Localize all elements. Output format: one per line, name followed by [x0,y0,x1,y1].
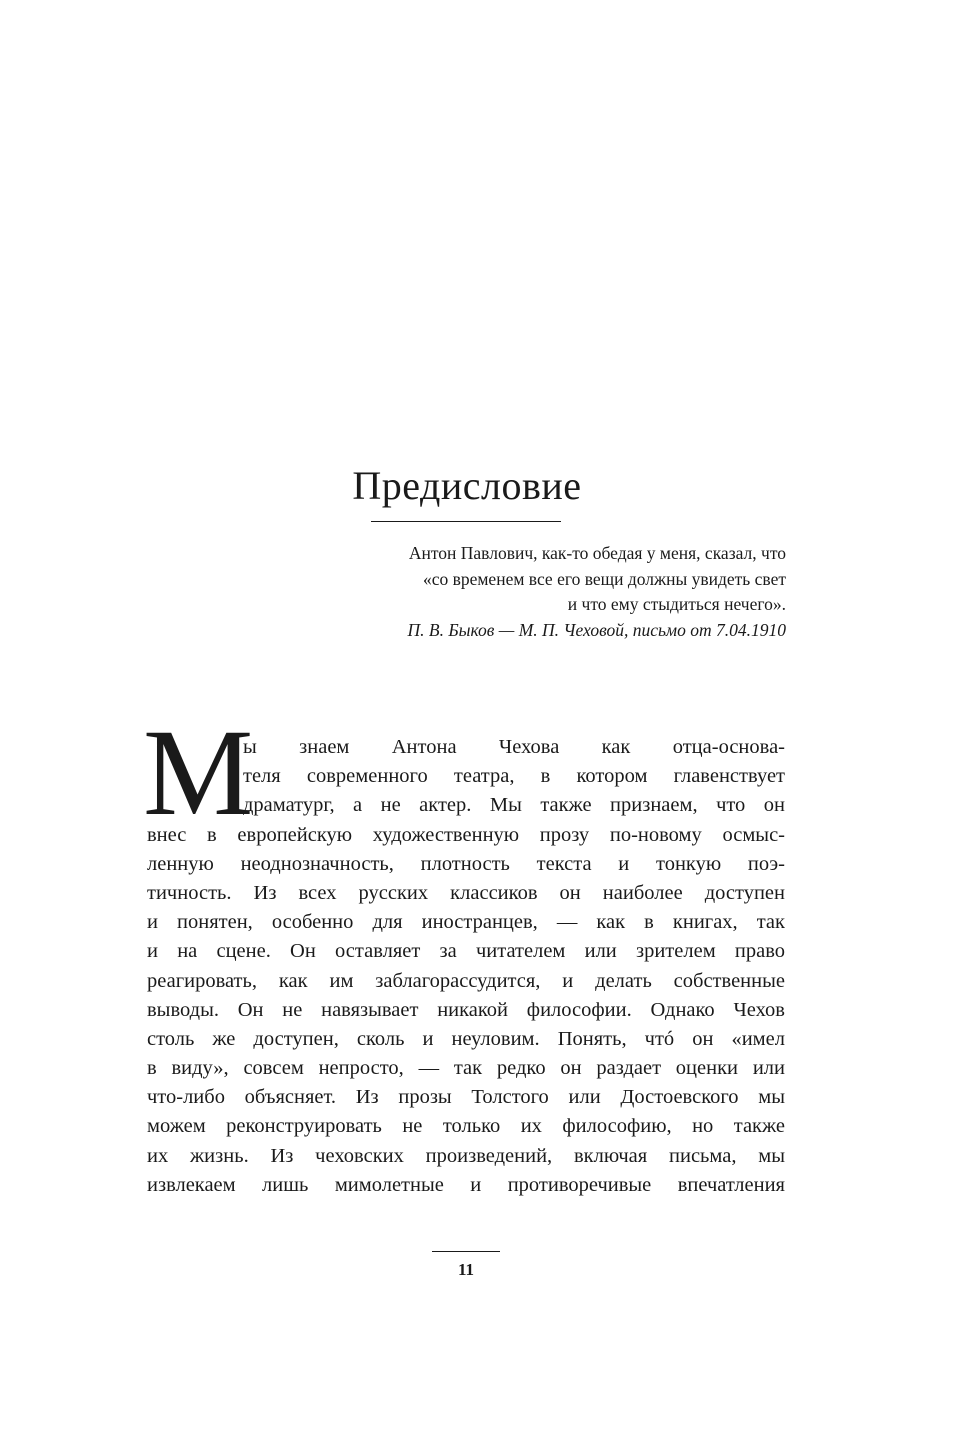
body-line: выводы. Он не навязывает никакой философии. Однако Чехов [147,998,785,1021]
epigraph-source: П. В. Быков — М. П. Чеховой, письмо от 7.04.1910 [407,619,786,640]
body-line: тичность. Из всех русских классиков он наиболее доступен [147,881,785,904]
body-line: их жизнь. Из чеховских произведений, включая письма, мы [147,1144,785,1167]
body-line: столь же доступен, сколь и неуловим. Понять, чтó он «имел [147,1027,785,1050]
epigraph-line: Антон Павлович, как-то обедая у меня, сказал, что [408,543,786,563]
epigraph-line: и что ему стыдиться нечего». [567,594,786,614]
epigraph [300,541,786,643]
body-line: что-либо объясняет. Из прозы Толстого или Достоевского мы [147,1086,785,1109]
body-line: ленную неоднозначность, плотность текста и тонкую поэ- [147,852,785,875]
body-line: и на сцене. Он оставляет за читателем или зрителем право [147,940,785,963]
body-line: и понятен, особенно для иностранцев, — как в книгах, так [147,911,785,934]
body-line: можем реконструировать не только их философию, но также [147,1115,785,1138]
drop-cap: М [143,704,254,841]
body-line: реагировать, как им заблагорассудится, и делать собственные [147,969,785,992]
body-line: теля современного театра, в котором главенствует [243,765,785,788]
body-line: драматург, а не актер. Мы также признаем, что он [243,794,785,817]
body-line: ы знаем Антона Чехова как отца-основа- [243,736,785,758]
body-line: в виду», совсем непросто, — так редко он раздает оценки или [147,1057,785,1080]
epigraph-line: «со временем все его вещи должны увидеть свет [422,568,786,589]
page-number: 11 [457,1260,475,1279]
folio-divider [432,1251,500,1252]
body-line: внес в европейскую художественную прозу по-новому осмыс- [147,823,785,846]
title-divider [371,521,561,522]
body-line: извлекаем лишь мимолетные и противоречивые впечатления [147,1173,785,1196]
body-paragraph [147,733,785,1200]
chapter-title: Предисловие [352,463,582,508]
